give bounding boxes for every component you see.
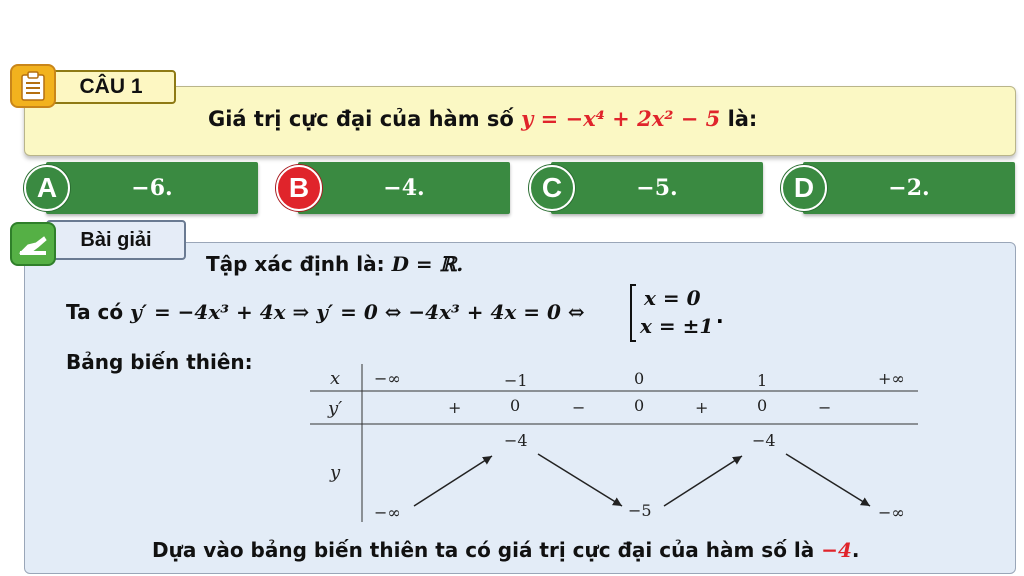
root-1: x = 0 — [644, 286, 701, 310]
x-value: 0 — [634, 369, 645, 388]
decreasing-arrow — [538, 454, 622, 506]
y-value: −5 — [628, 501, 652, 520]
increasing-arrow — [414, 456, 492, 506]
x-value: −∞ — [374, 369, 401, 388]
domain-line — [206, 252, 463, 276]
sign-value: + — [448, 398, 462, 417]
conclusion-prefix: Dựa vào bảng biến thiên ta có giá trị cực đại của hàm số là — [152, 538, 815, 562]
answer-letter: C — [541, 172, 563, 203]
roots-system — [630, 284, 730, 344]
answer-value: −4. — [383, 175, 425, 201]
conclusion-value: −4 — [821, 538, 852, 562]
sign-value: 0 — [634, 396, 645, 415]
conclusion-line — [152, 538, 860, 562]
x-value: 1 — [757, 371, 768, 390]
increasing-arrow — [664, 456, 742, 506]
clipboard-icon — [10, 64, 56, 108]
x-value: −1 — [504, 371, 528, 390]
answer-value: −6. — [131, 175, 173, 201]
derivative-prefix: Ta có — [66, 300, 124, 324]
question-formula: y = −x⁴ + 2x² − 5 — [521, 106, 721, 131]
answer-letter-badge — [276, 165, 322, 211]
question-tab — [46, 70, 176, 104]
variation-table — [300, 360, 930, 530]
answer-letter: B — [288, 172, 310, 203]
sign-value: 0 — [757, 396, 768, 415]
solution-tab-label: Bài giải — [80, 228, 152, 251]
answer-letter: D — [793, 172, 815, 203]
answer-value: −2. — [888, 175, 930, 201]
sign-value: + — [695, 398, 709, 417]
x-value: +∞ — [878, 369, 905, 388]
answer-letter-badge — [24, 165, 70, 211]
answer-value: −5. — [636, 175, 678, 201]
question-prompt — [208, 106, 757, 131]
row-label-y: y — [330, 462, 341, 483]
table-title: Bảng biến thiên: — [66, 350, 253, 374]
question-prompt-prefix: Giá trị cực đại của hàm số — [208, 107, 514, 131]
system-period: . — [716, 304, 724, 328]
domain-prefix: Tập xác định là: — [206, 252, 385, 276]
sign-value: − — [572, 398, 586, 417]
question-prompt-suffix: là: — [727, 107, 758, 131]
derivative-formula: y′ = −4x³ + 4x ⇒ y′ = 0 ⇔ −4x³ + 4x = 0 ⇔ — [130, 300, 585, 324]
row-label-x: x — [330, 368, 341, 389]
answer-letter-badge — [529, 165, 575, 211]
y-value: −∞ — [374, 503, 401, 522]
conclusion-suffix: . — [851, 538, 860, 562]
sign-value: − — [818, 398, 832, 417]
answer-letter-badge — [781, 165, 827, 211]
system-bracket — [630, 284, 636, 342]
decreasing-arrow — [786, 454, 870, 506]
row-label-yprime: y′ — [328, 398, 343, 419]
root-2: x = ±1 — [640, 314, 714, 338]
domain-formula: D = ℝ. — [391, 252, 464, 276]
y-value: −∞ — [878, 503, 905, 522]
y-value: −4 — [504, 431, 528, 450]
sign-value: 0 — [510, 396, 521, 415]
solution-tab — [46, 220, 186, 260]
question-tab-label: CÂU 1 — [79, 75, 143, 98]
hand-writing-icon — [10, 222, 56, 266]
derivative-line — [66, 300, 585, 324]
answer-letter: A — [36, 172, 58, 203]
y-value: −4 — [752, 431, 776, 450]
